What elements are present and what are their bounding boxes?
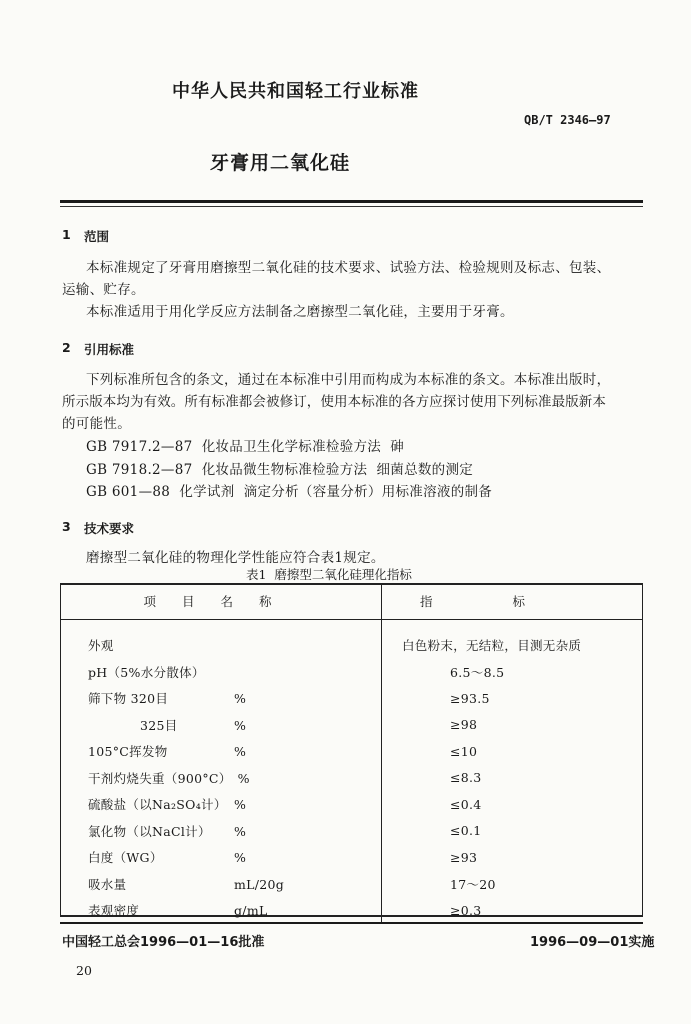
reference-item: GB 601—88 化学试剂 滴定分析（容量分析）用标准溶液的制备	[86, 484, 493, 500]
table-row	[60, 791, 643, 818]
section-2-number: 2	[62, 340, 71, 355]
table-caption: 表1 磨擦型二氧化硅理化指标	[246, 567, 412, 582]
item-name: 干剂灼烧失重（900°C）	[88, 770, 232, 786]
section-2-heading: 引用标准	[84, 342, 135, 357]
row-item-name	[60, 765, 382, 792]
table-row	[60, 765, 643, 792]
row-item-name	[60, 685, 382, 712]
reference-item: GB 7917.2—87 化妆品卫生化学标准检验方法 砷	[86, 439, 405, 455]
row-item-name	[60, 712, 382, 739]
table-row	[60, 712, 643, 739]
item-unit: %	[237, 770, 250, 786]
section-3-number: 3	[62, 519, 71, 534]
row-item-name	[60, 620, 382, 659]
table-row	[60, 844, 643, 871]
row-item-name	[60, 897, 382, 924]
table-row	[60, 818, 643, 845]
row-indicator-value: ≥98	[450, 717, 478, 733]
document-title: 牙膏用二氧化硅	[210, 152, 351, 174]
table-row	[60, 871, 643, 898]
row-item-name	[60, 818, 382, 845]
standard-code: QB/T 2346—97	[524, 113, 611, 127]
item-name: 筛下物 320目	[88, 691, 169, 707]
row-indicator-value: ≥93.5	[450, 690, 490, 706]
item-unit: %	[234, 797, 247, 813]
item-name: 白度（WG）	[88, 850, 163, 866]
item-name: 外观	[88, 638, 114, 654]
section-3-paragraph: 磨擦型二氧化硅的物理化学性能应符合表1规定。	[86, 550, 385, 566]
section-2-paragraph: 所示版本均为有效。所有标准都会被修订，使用本标准的各方应探讨使用下列标准最版新本	[62, 394, 606, 410]
section-1-heading: 范围	[84, 229, 110, 244]
row-indicator-value: 17～20	[450, 876, 496, 892]
header-indicator: 指标	[382, 583, 644, 620]
header-rule-thin	[60, 206, 643, 207]
section-1-paragraph: 本标准适用于用化学反应方法制备之磨擦型二氧化硅，主要用于牙膏。	[86, 304, 514, 320]
item-name: 表观密度	[88, 903, 140, 919]
table-row	[60, 897, 643, 924]
table-row	[60, 620, 643, 659]
section-2-paragraph: 的可能性。	[62, 416, 131, 432]
item-unit: %	[234, 823, 247, 839]
section-2-paragraph: 下列标准所包含的条文，通过在本标准中引用而构成为本标准的条文。本标准出版时，	[86, 372, 611, 388]
item-name: 325目	[140, 717, 178, 733]
header-rule	[60, 200, 643, 203]
section-1-paragraph: 本标准规定了牙膏用磨擦型二氧化硅的技术要求、试验方法、检验规则及标志、包装、	[86, 260, 611, 276]
item-name: pH（5%水分散体）	[88, 664, 205, 680]
row-indicator-value: ≤0.1	[450, 823, 482, 839]
item-name: 硫酸盐（以Na₂SO₄计）	[88, 797, 227, 813]
footer-rule	[60, 922, 643, 924]
issuing-agency: 中华人民共和国轻工行业标准	[172, 81, 419, 102]
item-unit: %	[234, 717, 247, 733]
section-3-heading: 技术要求	[84, 521, 135, 536]
table-header-row	[60, 583, 643, 620]
approval-line: 中国轻工总会1996—01—16批准	[62, 935, 265, 950]
item-name: 105°C挥发物	[88, 744, 168, 760]
table-row	[60, 685, 643, 712]
row-item-name	[60, 871, 382, 898]
row-indicator-value: 6.5～8.5	[450, 664, 505, 680]
row-item-name	[60, 791, 382, 818]
reference-item: GB 7918.2—87 化妆品微生物标准检验方法 细菌总数的测定	[86, 462, 474, 478]
row-item-name	[60, 738, 382, 765]
item-unit: mL/20g	[234, 876, 285, 892]
row-indicator-value: ≥0.3	[450, 902, 482, 918]
item-unit: g/mL	[234, 903, 268, 919]
item-name: 吸水量	[88, 876, 127, 892]
item-unit	[228, 665, 234, 680]
page-number: 20	[76, 963, 92, 978]
header-item-name: 项目名称	[60, 583, 382, 620]
table-row	[60, 659, 643, 686]
item-name: 氯化物（以NaCl计）	[88, 823, 211, 839]
row-indicator-value: ≤8.3	[450, 770, 482, 786]
section-1-paragraph: 运输、贮存。	[62, 282, 145, 298]
table-row	[60, 738, 643, 765]
row-indicator-value: 白色粉末，无结粒，目测无杂质	[402, 638, 582, 654]
spec-table	[60, 583, 643, 924]
item-unit: %	[234, 744, 247, 760]
row-item-name	[60, 844, 382, 871]
implementation-line: 1996—09—01实施	[530, 935, 655, 950]
item-unit: %	[234, 850, 247, 866]
section-1-number: 1	[62, 227, 71, 242]
item-unit	[228, 638, 234, 653]
row-indicator-value: ≥93	[450, 849, 478, 865]
row-indicator-value: ≤10	[450, 743, 478, 759]
row-item-name	[60, 659, 382, 686]
item-unit: %	[234, 691, 247, 707]
row-indicator-value: ≤0.4	[450, 796, 482, 812]
